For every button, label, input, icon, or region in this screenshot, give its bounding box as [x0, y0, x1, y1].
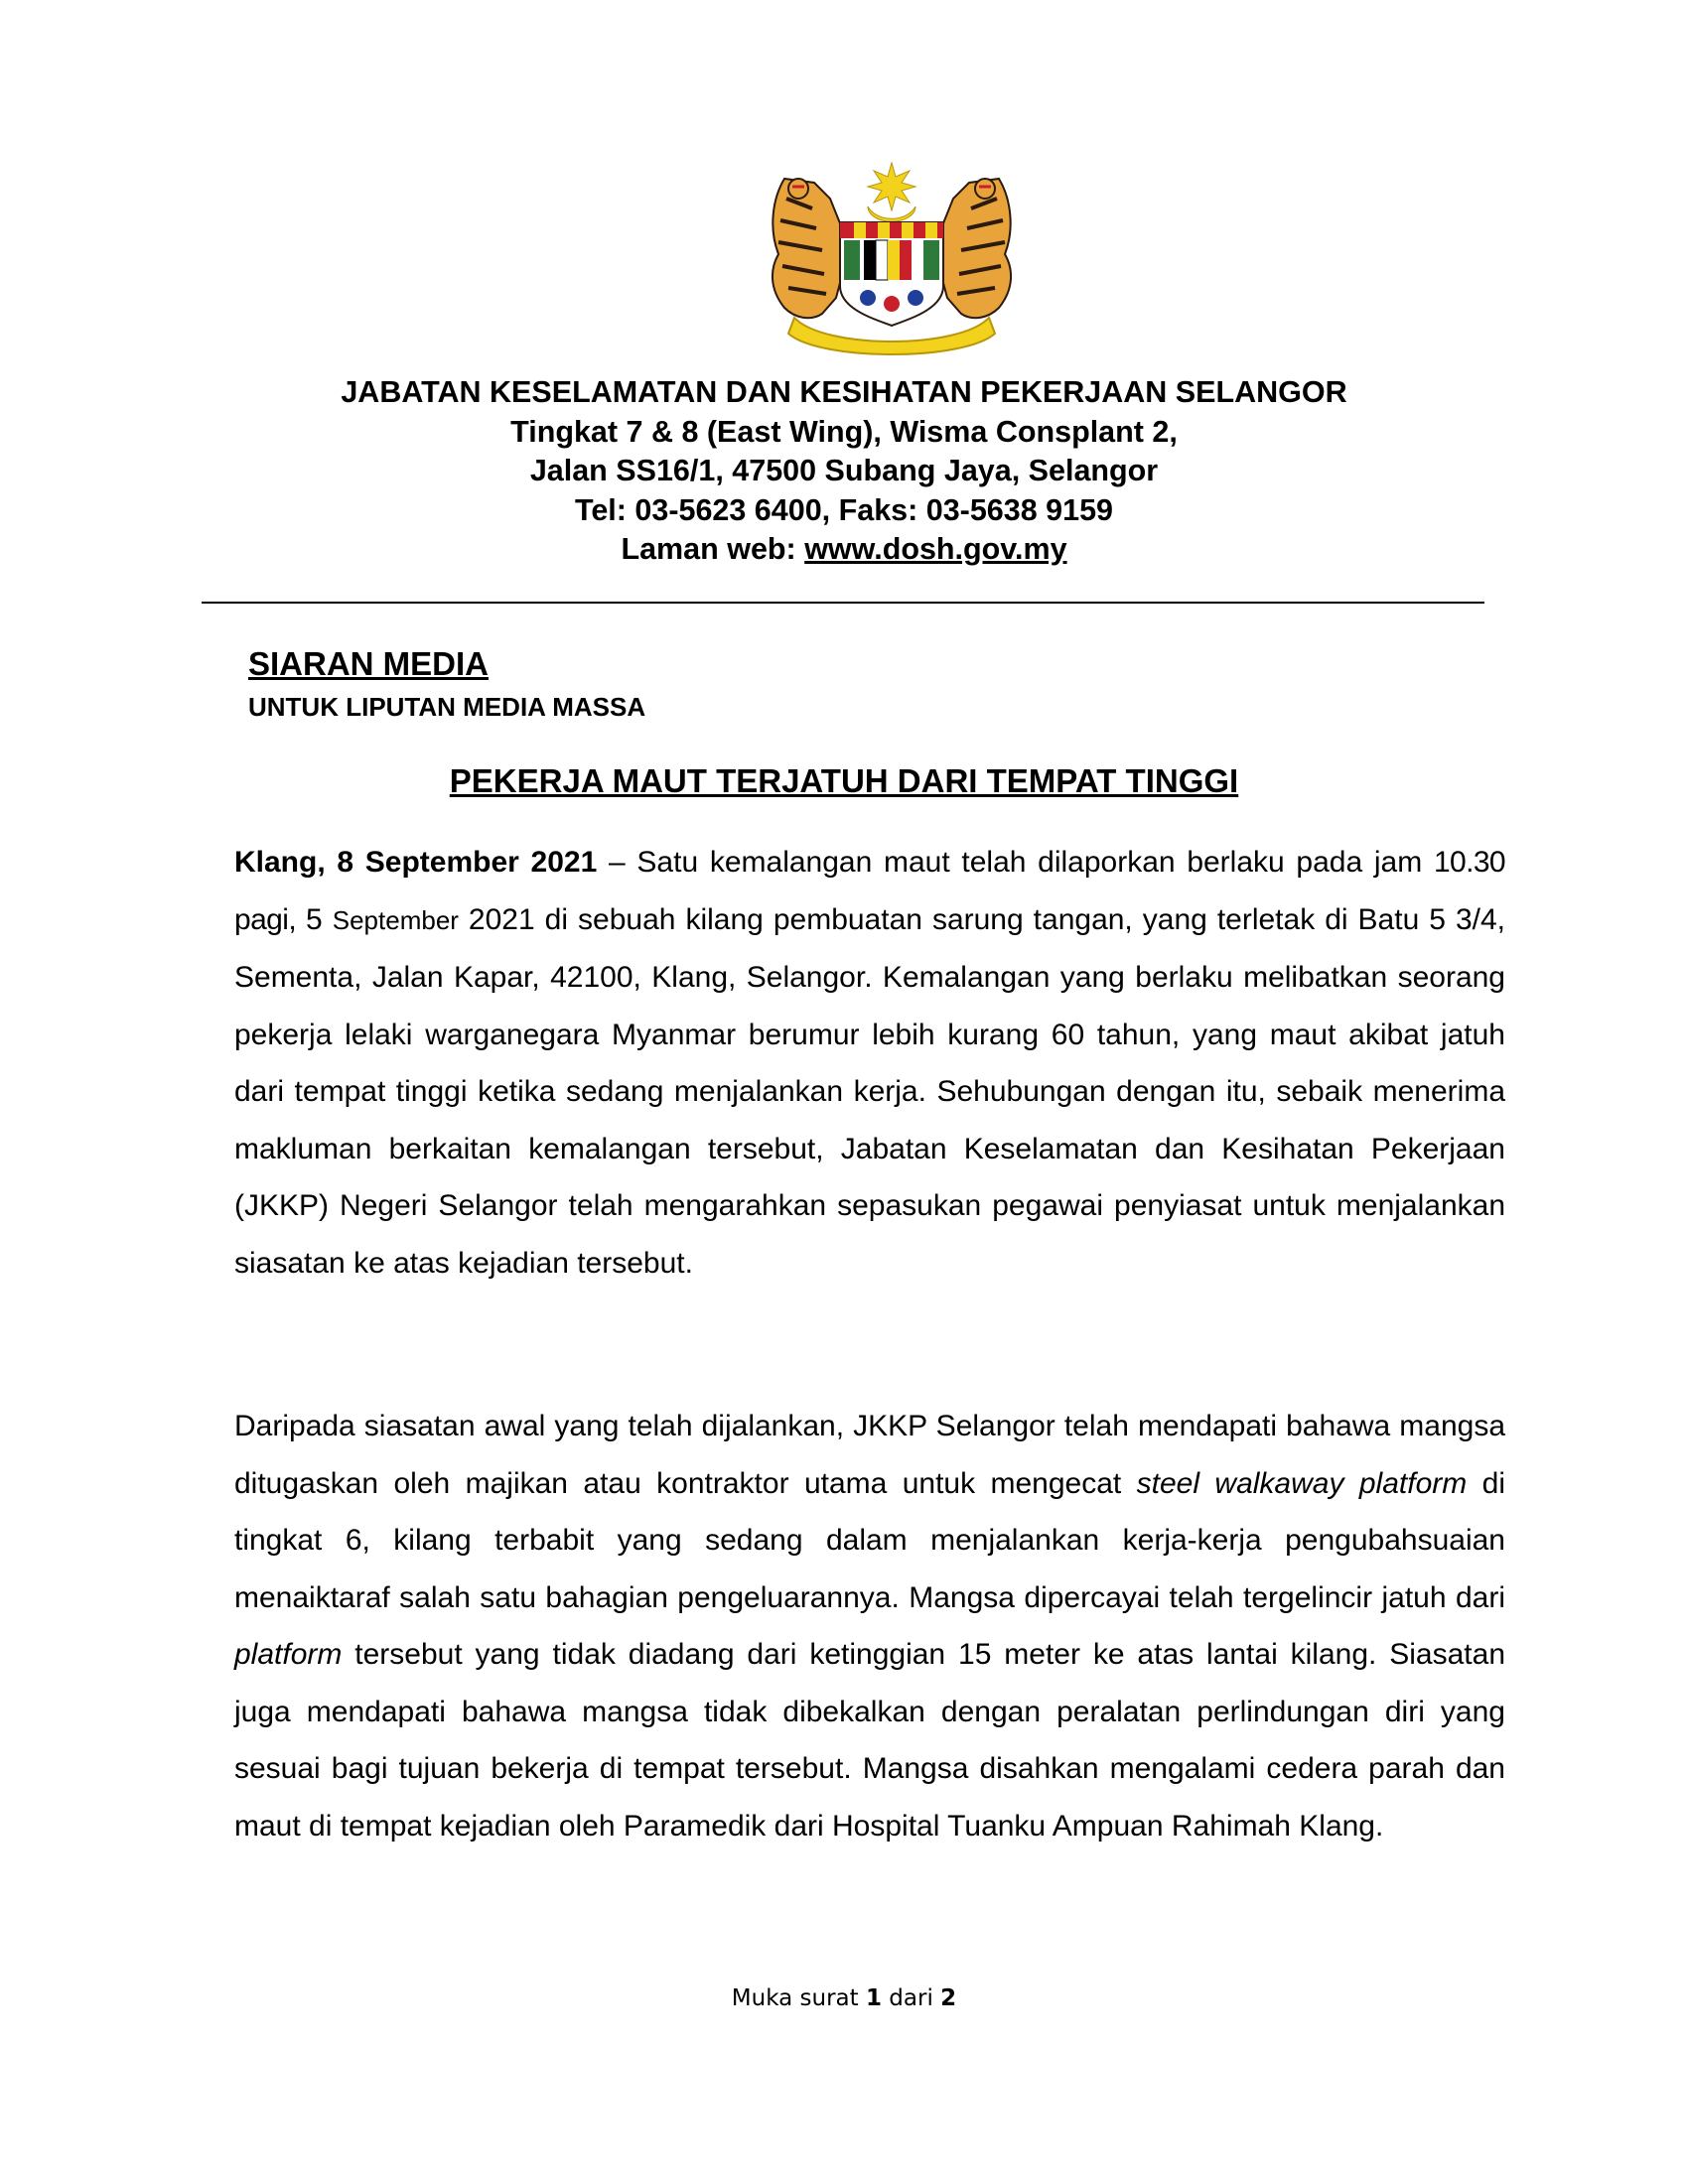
website-line [149, 530, 1539, 570]
paragraph-2 [234, 1398, 1505, 1854]
left-tiger-icon [773, 179, 844, 318]
website-label: Laman web: [621, 532, 805, 566]
paragraph-1 [234, 834, 1505, 1292]
letterhead [149, 373, 1539, 570]
address-line-2: Jalan SS16/1, 47500 Subang Jaya, Selangor [529, 454, 1159, 487]
paragraph-1-text-a: – Satu kemalangan maut telah dilaporkan berlaku pada jam [597, 846, 1434, 879]
shield-icon [840, 222, 943, 326]
total-page-count: 2 [940, 1985, 957, 2011]
header-divider [202, 602, 1484, 604]
incident-time: 10.30 pagi, [234, 846, 1506, 936]
right-tiger-icon [939, 179, 1011, 318]
press-headline: PEKERJA MAUT TERJATUH DARI TEMPAT TINGGI [449, 762, 1239, 799]
paragraph-2-italic-b: platform [234, 1638, 343, 1671]
dateline: Klang, 8 September 2021 [234, 846, 598, 879]
paragraph-1-text-b: 5 [296, 902, 333, 936]
coat-of-arms-logo [765, 159, 1019, 357]
organization-name: JABATAN KESELAMATAN DAN KESIHATAN PEKERJAAN SELANGOR [341, 375, 1347, 409]
footer-middle: dari [882, 1985, 941, 2011]
page-footer [149, 1985, 1539, 2011]
current-page-number: 1 [865, 1985, 882, 2011]
media-release-label: SIARAN MEDIA [248, 645, 490, 682]
website-link[interactable]: www.dosh.gov.my [804, 532, 1067, 566]
contact-numbers: Tel: 03-5623 6400, Faks: 03-5638 9159 [574, 492, 1114, 527]
paragraph-2-text-a: Daripada siasatan awal yang telah dijalankan, JKKP Selangor telah mendapati bahawa mangsa ditugaskan oleh majikan atau kontraktor utama untuk mengecat [234, 1410, 1505, 1500]
paragraph-1-text-c: 2021 di sebuah kilang pembuatan sarung tangan, yang terletak di Batu 5 3/4, Sementa, Jalan Kapar, 42100, Klang, Selangor. Kemalangan yang berlaku melibatkan seorang pekerja lelaki warganegara Myanmar berumur lebih kurang 60 tahun, yang maut akibat jatuh dari tempat tinggi ketika sedang menjalankan kerja. Sehubungan dengan itu, sebaik menerima makluman berkaitan kemalangan tersebut, Jabatan Keselamatan dan Kesihatan Pekerjaan (JKKP) Negeri Selangor telah mengarahkan sepasukan pegawai penyiasat untuk menjalankan siasatan ke atas kejadian tersebut. [234, 902, 1505, 1280]
star-icon [868, 163, 915, 210]
paragraph-2-text-b: di tingkat 6, kilang terbabit yang sedang dalam menjalankan kerja-kerja pengubahsuaian menaiktaraf salah satu bahagian pengeluarannya. Mangsa dipercayai telah tergelincir jatuh dari [234, 1466, 1505, 1614]
address-line-1: Tingkat 7 & 8 (East Wing), Wisma Consplant 2, [510, 414, 1178, 449]
paragraph-2-italic-a: steel walkaway platform [1136, 1466, 1468, 1500]
media-release-sublabel: UNTUK LIPUTAN MEDIA MASSA [248, 692, 646, 722]
paragraph-2-text-c: tersebut yang tidak diadang dari ketinggian 15 meter ke atas lantai kilang. Siasatan juga mendapati bahawa mangsa tidak dibekalkan dengan peralatan perlindungan diri yang sesuai bagi tujuan bekerja di tempat tersebut. Mangsa disahkan mengalami cedera parah dan maut di tempat kejadian oleh Paramedik dari Hospital Tuanku Ampuan Rahimah Klang. [234, 1638, 1505, 1843]
incident-month: September [332, 904, 459, 935]
footer-prefix: Muka surat [731, 1985, 866, 2011]
